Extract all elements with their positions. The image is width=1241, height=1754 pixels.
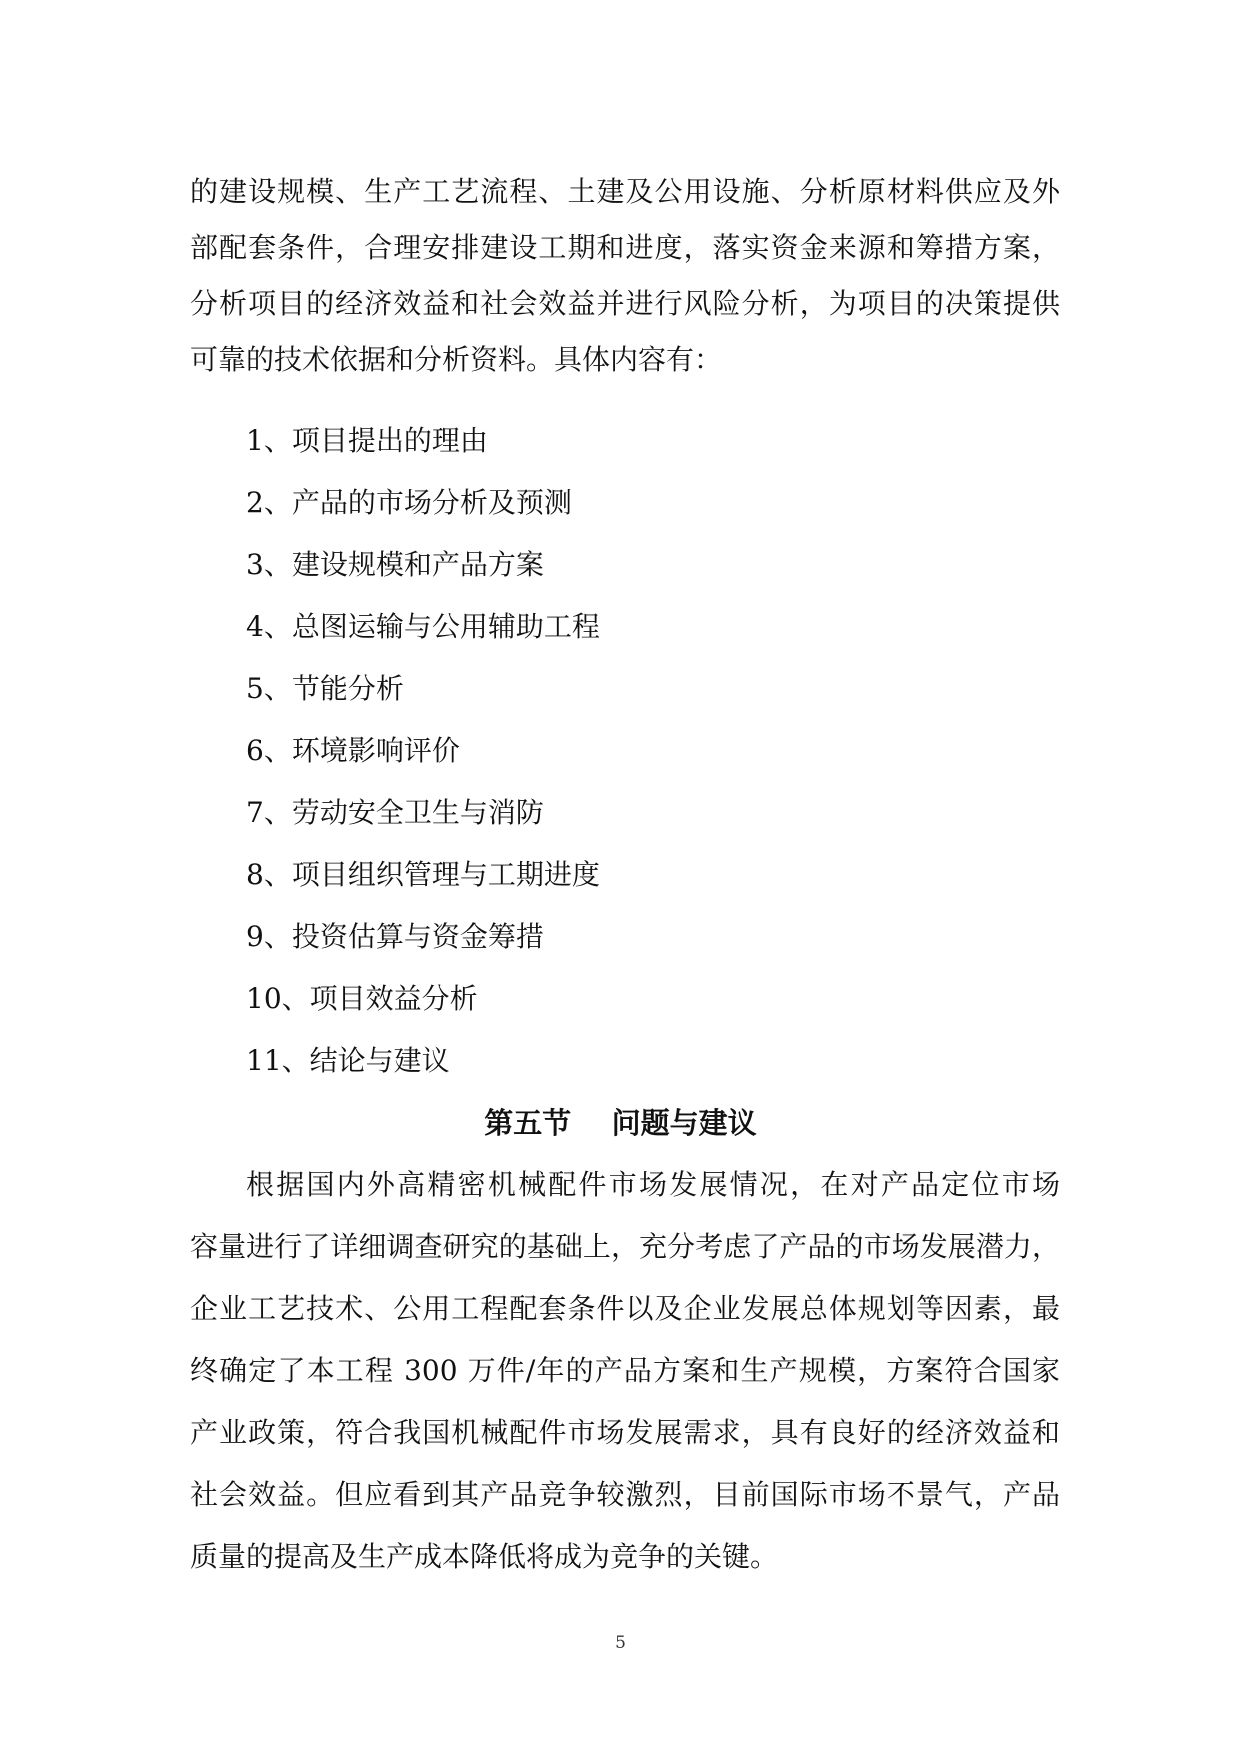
list-item: 8、项目组织管理与工期进度 <box>246 858 600 891</box>
conclusion-line-2: 容量进行了详细调查研究的基础上，充分考虑了产品的市场发展潜力， <box>190 1230 1060 1263</box>
section-heading: 第五节 问题与建议 <box>484 1106 757 1140</box>
list-item: 6、环境影响评价 <box>246 734 460 767</box>
conclusion-line-3: 企业工艺技术、公用工程配套条件以及企业发展总体规划等因素，最 <box>190 1292 1060 1325</box>
intro-line-1: 的建设规模、生产工艺流程、土建及公用设施、分析原材料供应及外 <box>190 175 1060 208</box>
conclusion-line-1: 根据国内外高精密机械配件市场发展情况，在对产品定位市场 <box>246 1168 1060 1201</box>
list-item: 9、投资估算与资金筹措 <box>246 920 544 953</box>
conclusion-line-4: 终确定了本工程 300 万件/年的产品方案和生产规模，方案符合国家 <box>190 1354 1060 1387</box>
list-item: 10、项目效益分析 <box>246 982 478 1015</box>
intro-line-3: 分析项目的经济效益和社会效益并进行风险分析，为项目的决策提供 <box>190 287 1060 320</box>
intro-line-4: 可靠的技术依据和分析资料。具体内容有： <box>190 343 723 376</box>
list-item: 1、项目提出的理由 <box>246 424 488 457</box>
list-item: 7、劳动安全卫生与消防 <box>246 796 544 829</box>
list-item: 5、节能分析 <box>246 672 404 705</box>
conclusion-line-7: 质量的提高及生产成本降低将成为竞争的关键。 <box>190 1540 779 1573</box>
list-item: 11、结论与建议 <box>246 1044 450 1077</box>
list-item: 4、总图运输与公用辅助工程 <box>246 610 600 643</box>
conclusion-line-5: 产业政策，符合我国机械配件市场发展需求，具有良好的经济效益和 <box>190 1416 1060 1449</box>
list-item: 2、产品的市场分析及预测 <box>246 486 572 519</box>
list-item: 3、建设规模和产品方案 <box>246 548 544 581</box>
intro-line-2: 部配套条件，合理安排建设工期和进度，落实资金来源和筹措方案， <box>190 231 1060 264</box>
conclusion-line-6: 社会效益。但应看到其产品竞争较激烈，目前国际市场不景气，产品 <box>190 1478 1060 1511</box>
page-number: 5 <box>615 1633 626 1653</box>
